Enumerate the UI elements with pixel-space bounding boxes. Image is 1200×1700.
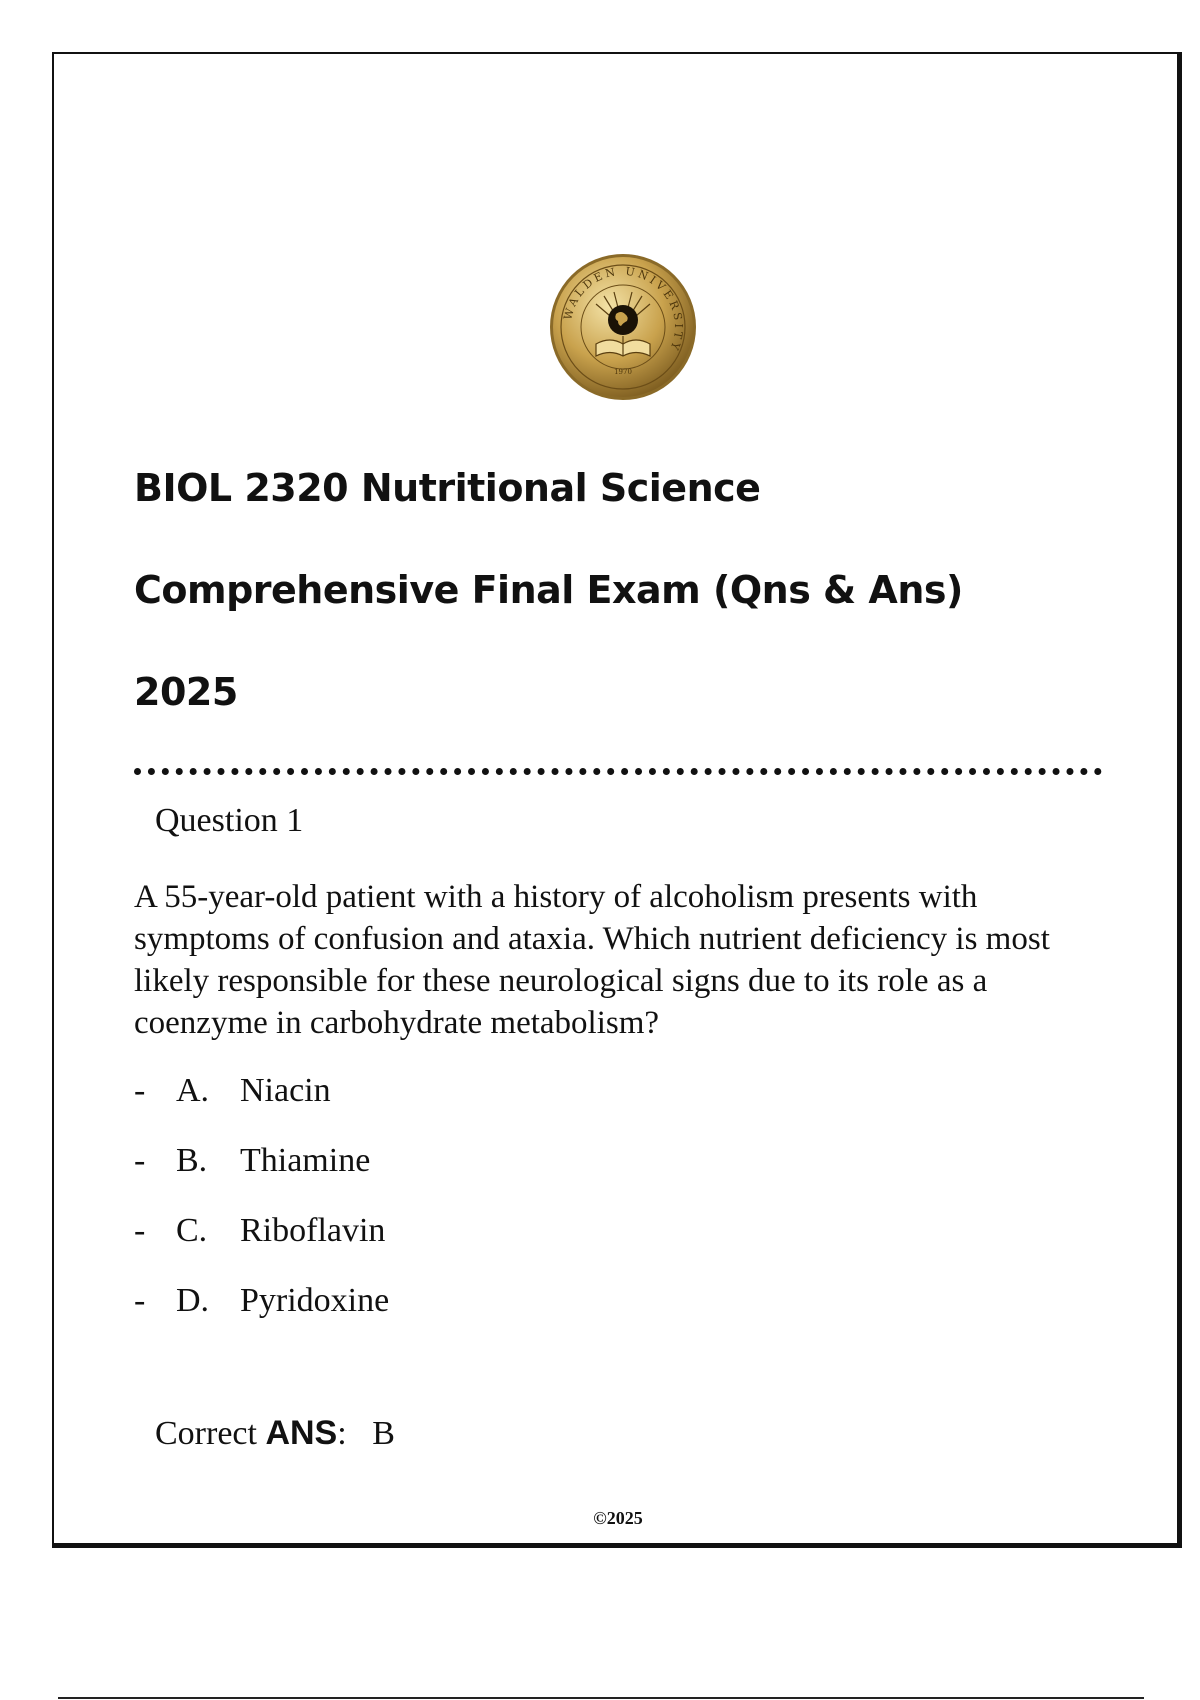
option-letter: A. xyxy=(176,1072,210,1109)
answer-label: ANS xyxy=(265,1414,338,1452)
option-text: Niacin xyxy=(240,1072,331,1109)
course-title: BIOL 2320 Nutritional Science xyxy=(134,466,761,510)
option-text: Riboflavin xyxy=(240,1212,386,1249)
option-text: Thiamine xyxy=(240,1142,371,1179)
option-dash: - xyxy=(134,1072,146,1109)
answer-value: B xyxy=(372,1415,395,1452)
exam-year: 2025 xyxy=(134,670,238,714)
option-letter: D. xyxy=(176,1282,210,1319)
option-letter: B. xyxy=(176,1142,208,1179)
option-a xyxy=(134,1067,834,1137)
seal-ring-text: WALDEN UNIVERSITY xyxy=(561,264,686,355)
seal-year-text: 1970 xyxy=(614,368,632,376)
copyright-footer: ©2025 xyxy=(593,1508,643,1528)
option-b xyxy=(134,1137,834,1207)
question-label: Question 1 xyxy=(155,802,304,839)
option-letter: C. xyxy=(176,1212,208,1249)
option-dash: - xyxy=(134,1142,146,1179)
question-text: A 55-year-old patient with a history of alcoholism presents with symptoms of confusion and ataxia. Which nutrient deficiency is most likely responsible for these neurological signs due to its role as a coenzyme in carbohydrate metabolism? xyxy=(134,879,1050,1041)
answer-prefix: Correct xyxy=(155,1415,266,1452)
option-d xyxy=(134,1277,834,1347)
bottom-divider xyxy=(58,1697,1144,1699)
university-seal-icon xyxy=(548,252,698,402)
correct-answer xyxy=(155,1414,395,1453)
option-c xyxy=(134,1207,834,1277)
answer-options xyxy=(134,1067,834,1347)
answer-separator: : xyxy=(337,1415,347,1452)
exam-title: Comprehensive Final Exam (Qns & Ans) xyxy=(134,568,963,612)
option-dash: - xyxy=(134,1282,146,1319)
option-text: Pyridoxine xyxy=(240,1282,390,1319)
option-dash: - xyxy=(134,1212,146,1249)
dotted-divider xyxy=(134,768,1102,775)
